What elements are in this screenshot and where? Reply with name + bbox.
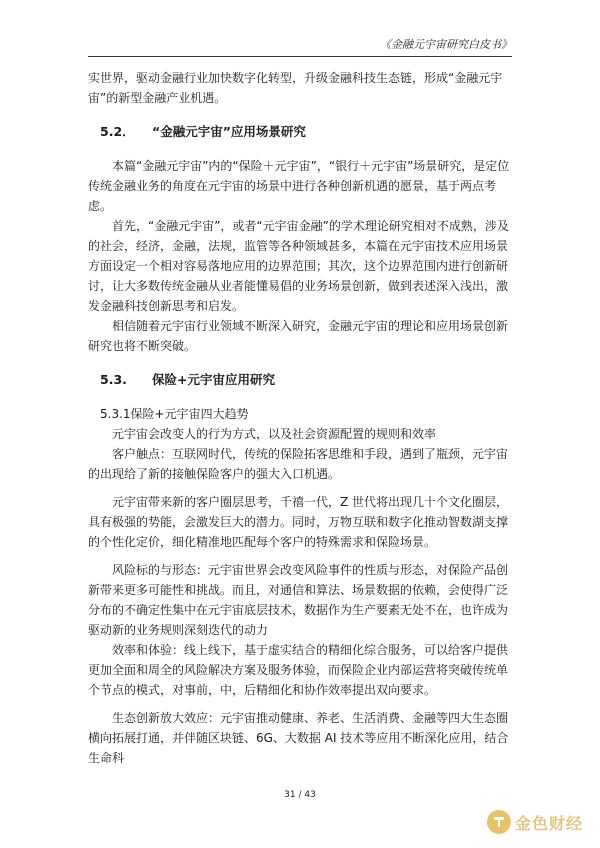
paragraph: 元宇宙带来新的客户圈层思考，千禧一代，Z 世代将出现几十个文化圈层，具有极强的势能，会激发巨大的潜力。同时，万物互联和数字化推动智数湖支撑的个性化定价，细化精准地匹配每个客户的特殊需求和保险场景。	[88, 495, 509, 549]
section-title: 保险+元宇宙应用研究	[152, 372, 275, 387]
paragraph: 效率和体验：线上线下，基于虚实结合的精细化综合服务，可以给客户提供更加全面和周全的风险解决方案及服务体验，而保险企业内部运营将突破传统单个节点的模式，对事前，中，后精细化和协作效率提出双向要求。	[88, 643, 509, 697]
paragraph: 首先，“金融元宇宙”，或者“元宇宙金融”的学术理论研究相对不成熟，涉及的社会，经济，金融，法规，监管等各种领域甚多，本篇在元宇宙技术应用场景方面设定一个相对容易落地应用的边界范围；其次，这个边界范围内进行创新研讨，让大多数传统金融从业者能懂易倡的业务场景创新，做到表述深入浅出，激发金融科技创新思考和启发。	[88, 219, 509, 313]
paragraph: 生态创新放大效应：元宇宙推动健康、养老、生活消费、金融等四大生态圈横向拓展打通，并伴随区块链、6G、大数据 AI 技术等应用不断深化应用，结合生命科	[88, 711, 509, 765]
golden-logo-icon	[487, 810, 511, 834]
page-number: 31 / 43	[284, 790, 316, 800]
watermark	[487, 808, 583, 836]
header-rule	[88, 56, 512, 57]
section-number: 5.2．	[100, 124, 135, 139]
paragraph-intro: 实世界，驱动金融行业加快数字化转型，升级金融科技生态链，形成“金融元宇宙”的新型金融产业机遇。	[88, 71, 503, 105]
paragraph: 本篇“金融元宇宙”内的“保险＋元宇宙”，“银行＋元宇宙”场景研究，是定位传统金融业务的角度在元宇宙的场景中进行各种创新机遇的愿景，基于两点考虑。	[88, 159, 510, 213]
section-heading-5-2	[100, 122, 512, 142]
section-heading-5-3	[100, 370, 512, 390]
paragraph: 风险标的与形态：元宇宙世界会改变风险事件的性质与形态，对保险产品创新带来更多可能性和挑战。而且，对通信和算法、场景数据的依赖，会使得广泛分布的不确定性集中在元宇宙底层技术，数据作为生产要素无处不在，也许成为驱动新的业务规则深刻迭代的动力	[88, 563, 509, 637]
section-number: 5.3.	[100, 372, 127, 387]
header-title: 《金融元宇宙研究白皮书》	[380, 38, 512, 51]
paragraph: 客户触点：互联网时代，传统的保险拓客思维和手段，遇到了瓶颈，元宇宙的出现给了新的接触保险客户的强大入口机遇。	[88, 447, 509, 481]
watermark-text: 金色财经	[515, 813, 584, 833]
paragraph: 相信随着元宇宙行业领域不断深入研究，金融元宇宙的理论和应用场景创新研究也将不断突破。	[88, 319, 509, 353]
paragraph: 元宇宙会改变人的行为方式，以及社会资源配置的规则和效率	[112, 427, 437, 441]
page-content	[88, 68, 512, 768]
section-title: “金融元宇宙”应用场景研究	[152, 124, 306, 139]
subsection-heading-5-3-1: 5.3.1保险+元宇宙四大趋势	[100, 407, 249, 421]
